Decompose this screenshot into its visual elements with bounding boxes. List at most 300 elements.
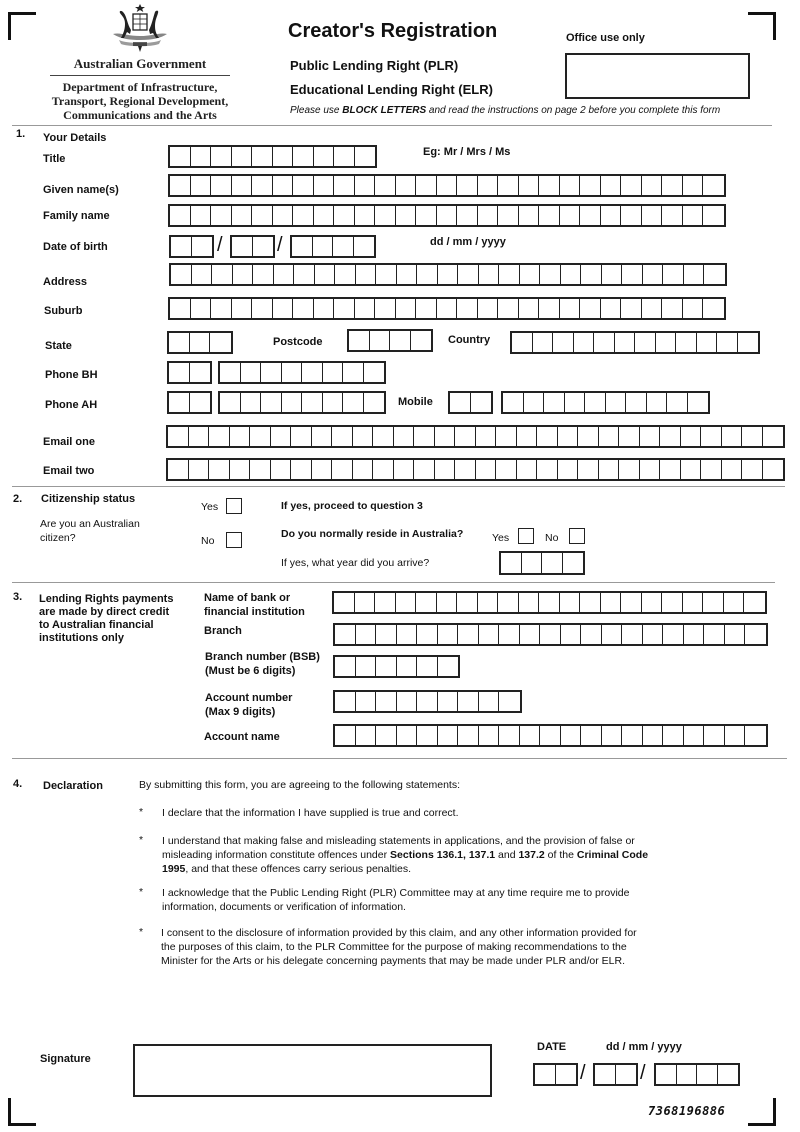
char-cell[interactable] xyxy=(355,593,376,612)
char-cell[interactable] xyxy=(517,460,538,479)
char-cell[interactable] xyxy=(742,427,763,446)
char-cell[interactable] xyxy=(681,427,702,446)
account-name-input[interactable] xyxy=(333,724,768,747)
char-cell[interactable] xyxy=(561,625,582,644)
char-cell[interactable] xyxy=(647,393,668,412)
char-cell[interactable] xyxy=(211,299,232,318)
char-cell[interactable] xyxy=(533,333,554,352)
char-cell[interactable] xyxy=(635,333,656,352)
char-cell[interactable] xyxy=(169,333,190,352)
char-cell[interactable] xyxy=(688,393,709,412)
char-cell[interactable] xyxy=(539,299,560,318)
char-cell[interactable] xyxy=(479,265,500,284)
char-cell[interactable] xyxy=(417,726,438,745)
char-cell[interactable] xyxy=(211,147,232,166)
char-cell[interactable] xyxy=(370,331,391,350)
char-cell[interactable] xyxy=(376,692,397,711)
char-cell[interactable] xyxy=(314,299,335,318)
char-cell[interactable] xyxy=(230,460,251,479)
char-cell[interactable] xyxy=(355,206,376,225)
char-cell[interactable] xyxy=(364,363,385,382)
char-cell[interactable] xyxy=(498,299,519,318)
char-cell[interactable] xyxy=(220,393,241,412)
char-cell[interactable] xyxy=(314,206,335,225)
char-cell[interactable] xyxy=(560,206,581,225)
char-cell[interactable] xyxy=(334,176,355,195)
char-cell[interactable] xyxy=(622,265,643,284)
char-cell[interactable] xyxy=(335,692,356,711)
char-cell[interactable] xyxy=(560,593,581,612)
char-cell[interactable] xyxy=(745,726,766,745)
char-cell[interactable] xyxy=(437,176,458,195)
char-cell[interactable] xyxy=(498,206,519,225)
char-cell[interactable] xyxy=(375,593,396,612)
char-cell[interactable] xyxy=(640,460,661,479)
char-cell[interactable] xyxy=(643,726,664,745)
char-cell[interactable] xyxy=(663,625,684,644)
char-cell[interactable] xyxy=(621,299,642,318)
char-cell[interactable] xyxy=(334,593,355,612)
char-cell[interactable] xyxy=(416,299,437,318)
char-cell[interactable] xyxy=(189,460,210,479)
char-cell[interactable] xyxy=(683,176,704,195)
char-cell[interactable] xyxy=(478,299,499,318)
char-cell[interactable] xyxy=(642,593,663,612)
char-cell[interactable] xyxy=(724,593,745,612)
dob-month-input[interactable] xyxy=(230,235,275,258)
char-cell[interactable] xyxy=(662,593,683,612)
char-cell[interactable] xyxy=(606,393,627,412)
char-cell[interactable] xyxy=(375,299,396,318)
char-cell[interactable] xyxy=(581,625,602,644)
char-cell[interactable] xyxy=(581,726,602,745)
char-cell[interactable] xyxy=(335,625,356,644)
char-cell[interactable] xyxy=(302,393,323,412)
char-cell[interactable] xyxy=(558,427,579,446)
char-cell[interactable] xyxy=(578,427,599,446)
char-cell[interactable] xyxy=(417,265,438,284)
char-cell[interactable] xyxy=(373,427,394,446)
char-cell[interactable] xyxy=(478,176,499,195)
char-cell[interactable] xyxy=(438,692,459,711)
email-two-input[interactable] xyxy=(166,458,785,481)
char-cell[interactable] xyxy=(601,299,622,318)
char-cell[interactable] xyxy=(271,460,292,479)
char-cell[interactable] xyxy=(209,460,230,479)
char-cell[interactable] xyxy=(349,331,370,350)
char-cell[interactable] xyxy=(643,625,664,644)
char-cell[interactable] xyxy=(273,176,294,195)
char-cell[interactable] xyxy=(241,393,262,412)
char-cell[interactable] xyxy=(282,363,303,382)
char-cell[interactable] xyxy=(220,363,241,382)
char-cell[interactable] xyxy=(479,726,500,745)
phone-bh-area-input[interactable] xyxy=(167,361,212,384)
given-names-input[interactable] xyxy=(168,174,726,197)
char-cell[interactable] xyxy=(332,460,353,479)
char-cell[interactable] xyxy=(416,176,437,195)
char-cell[interactable] xyxy=(561,726,582,745)
char-cell[interactable] xyxy=(718,1065,739,1084)
postcode-input[interactable] xyxy=(347,329,433,352)
char-cell[interactable] xyxy=(725,625,746,644)
char-cell[interactable] xyxy=(565,393,586,412)
char-cell[interactable] xyxy=(170,147,191,166)
char-cell[interactable] xyxy=(763,460,784,479)
char-cell[interactable] xyxy=(323,393,344,412)
char-cell[interactable] xyxy=(335,265,356,284)
char-cell[interactable] xyxy=(334,206,355,225)
char-cell[interactable] xyxy=(376,265,397,284)
char-cell[interactable] xyxy=(704,726,725,745)
char-cell[interactable] xyxy=(540,625,561,644)
char-cell[interactable] xyxy=(334,147,355,166)
address-input[interactable] xyxy=(169,263,727,286)
char-cell[interactable] xyxy=(261,393,282,412)
arrival-year-input[interactable] xyxy=(499,551,585,575)
char-cell[interactable] xyxy=(684,265,705,284)
char-cell[interactable] xyxy=(273,147,294,166)
citizen-no-checkbox[interactable] xyxy=(226,532,242,548)
char-cell[interactable] xyxy=(353,460,374,479)
char-cell[interactable] xyxy=(519,206,540,225)
char-cell[interactable] xyxy=(524,393,545,412)
sign-date-month-input[interactable] xyxy=(593,1063,638,1086)
char-cell[interactable] xyxy=(293,147,314,166)
char-cell[interactable] xyxy=(615,333,636,352)
char-cell[interactable] xyxy=(273,299,294,318)
char-cell[interactable] xyxy=(416,593,437,612)
char-cell[interactable] xyxy=(601,206,622,225)
char-cell[interactable] xyxy=(542,553,563,573)
char-cell[interactable] xyxy=(704,265,725,284)
char-cell[interactable] xyxy=(252,206,273,225)
char-cell[interactable] xyxy=(354,237,375,256)
char-cell[interactable] xyxy=(619,460,640,479)
char-cell[interactable] xyxy=(602,265,623,284)
char-cell[interactable] xyxy=(578,460,599,479)
char-cell[interactable] xyxy=(594,333,615,352)
char-cell[interactable] xyxy=(209,427,230,446)
char-cell[interactable] xyxy=(293,206,314,225)
char-cell[interactable] xyxy=(704,625,725,644)
char-cell[interactable] xyxy=(621,593,642,612)
char-cell[interactable] xyxy=(660,460,681,479)
char-cell[interactable] xyxy=(353,427,374,446)
char-cell[interactable] xyxy=(660,427,681,446)
char-cell[interactable] xyxy=(241,363,262,382)
char-cell[interactable] xyxy=(397,265,418,284)
char-cell[interactable] xyxy=(169,363,190,382)
char-cell[interactable] xyxy=(312,460,333,479)
char-cell[interactable] xyxy=(537,427,558,446)
char-cell[interactable] xyxy=(191,176,212,195)
char-cell[interactable] xyxy=(312,427,333,446)
signature-field[interactable] xyxy=(133,1044,492,1097)
char-cell[interactable] xyxy=(250,460,271,479)
char-cell[interactable] xyxy=(499,726,520,745)
char-cell[interactable] xyxy=(722,460,743,479)
char-cell[interactable] xyxy=(512,333,533,352)
char-cell[interactable] xyxy=(343,363,364,382)
char-cell[interactable] xyxy=(601,176,622,195)
bank-name-input[interactable] xyxy=(332,591,767,614)
char-cell[interactable] xyxy=(411,331,432,350)
char-cell[interactable] xyxy=(211,176,232,195)
char-cell[interactable] xyxy=(232,237,253,256)
char-cell[interactable] xyxy=(294,265,315,284)
char-cell[interactable] xyxy=(458,265,479,284)
char-cell[interactable] xyxy=(417,625,438,644)
char-cell[interactable] xyxy=(580,176,601,195)
char-cell[interactable] xyxy=(191,147,212,166)
char-cell[interactable] xyxy=(373,460,394,479)
char-cell[interactable] xyxy=(356,265,377,284)
char-cell[interactable] xyxy=(356,657,377,676)
char-cell[interactable] xyxy=(496,460,517,479)
char-cell[interactable] xyxy=(539,176,560,195)
char-cell[interactable] xyxy=(438,265,459,284)
char-cell[interactable] xyxy=(457,299,478,318)
char-cell[interactable] xyxy=(684,625,705,644)
char-cell[interactable] xyxy=(396,176,417,195)
char-cell[interactable] xyxy=(271,427,292,446)
char-cell[interactable] xyxy=(558,460,579,479)
char-cell[interactable] xyxy=(642,176,663,195)
char-cell[interactable] xyxy=(458,692,479,711)
char-cell[interactable] xyxy=(676,333,697,352)
char-cell[interactable] xyxy=(356,692,377,711)
char-cell[interactable] xyxy=(250,427,271,446)
char-cell[interactable] xyxy=(356,726,377,745)
char-cell[interactable] xyxy=(292,237,313,256)
char-cell[interactable] xyxy=(642,206,663,225)
char-cell[interactable] xyxy=(539,593,560,612)
char-cell[interactable] xyxy=(478,206,499,225)
char-cell[interactable] xyxy=(458,625,479,644)
char-cell[interactable] xyxy=(169,393,190,412)
dob-year-input[interactable] xyxy=(290,235,376,258)
char-cell[interactable] xyxy=(520,625,541,644)
char-cell[interactable] xyxy=(435,427,456,446)
char-cell[interactable] xyxy=(662,176,683,195)
char-cell[interactable] xyxy=(302,363,323,382)
char-cell[interactable] xyxy=(580,299,601,318)
char-cell[interactable] xyxy=(457,176,478,195)
char-cell[interactable] xyxy=(455,427,476,446)
char-cell[interactable] xyxy=(417,692,438,711)
char-cell[interactable] xyxy=(745,625,766,644)
char-cell[interactable] xyxy=(313,237,334,256)
char-cell[interactable] xyxy=(332,427,353,446)
char-cell[interactable] xyxy=(437,299,458,318)
char-cell[interactable] xyxy=(232,299,253,318)
char-cell[interactable] xyxy=(725,726,746,745)
char-cell[interactable] xyxy=(335,726,356,745)
char-cell[interactable] xyxy=(375,176,396,195)
char-cell[interactable] xyxy=(553,333,574,352)
char-cell[interactable] xyxy=(210,333,231,352)
char-cell[interactable] xyxy=(701,460,722,479)
char-cell[interactable] xyxy=(520,265,541,284)
char-cell[interactable] xyxy=(602,726,623,745)
char-cell[interactable] xyxy=(561,265,582,284)
char-cell[interactable] xyxy=(356,625,377,644)
char-cell[interactable] xyxy=(335,657,356,676)
char-cell[interactable] xyxy=(438,726,459,745)
char-cell[interactable] xyxy=(519,593,540,612)
branch-input[interactable] xyxy=(333,623,768,646)
char-cell[interactable] xyxy=(261,363,282,382)
char-cell[interactable] xyxy=(476,427,497,446)
char-cell[interactable] xyxy=(662,206,683,225)
char-cell[interactable] xyxy=(703,176,724,195)
char-cell[interactable] xyxy=(585,393,606,412)
char-cell[interactable] xyxy=(291,427,312,446)
char-cell[interactable] xyxy=(397,726,418,745)
char-cell[interactable] xyxy=(364,393,385,412)
char-cell[interactable] xyxy=(616,1065,637,1084)
char-cell[interactable] xyxy=(355,299,376,318)
char-cell[interactable] xyxy=(291,460,312,479)
sign-date-day-input[interactable] xyxy=(533,1063,578,1086)
char-cell[interactable] xyxy=(697,1065,718,1084)
char-cell[interactable] xyxy=(535,1065,556,1084)
char-cell[interactable] xyxy=(738,333,759,352)
char-cell[interactable] xyxy=(499,692,520,711)
email-one-input[interactable] xyxy=(166,425,785,448)
char-cell[interactable] xyxy=(471,393,492,412)
char-cell[interactable] xyxy=(293,176,314,195)
char-cell[interactable] xyxy=(212,265,233,284)
char-cell[interactable] xyxy=(274,265,295,284)
char-cell[interactable] xyxy=(560,299,581,318)
char-cell[interactable] xyxy=(191,299,212,318)
reside-yes-checkbox[interactable] xyxy=(518,528,534,544)
char-cell[interactable] xyxy=(560,176,581,195)
mobile-number-input[interactable] xyxy=(501,391,710,414)
char-cell[interactable] xyxy=(293,299,314,318)
char-cell[interactable] xyxy=(498,593,519,612)
char-cell[interactable] xyxy=(334,299,355,318)
char-cell[interactable] xyxy=(667,393,688,412)
char-cell[interactable] xyxy=(170,176,191,195)
char-cell[interactable] xyxy=(455,460,476,479)
char-cell[interactable] xyxy=(438,657,459,676)
char-cell[interactable] xyxy=(499,265,520,284)
char-cell[interactable] xyxy=(396,593,417,612)
char-cell[interactable] xyxy=(601,593,622,612)
char-cell[interactable] xyxy=(253,237,274,256)
char-cell[interactable] xyxy=(581,265,602,284)
char-cell[interactable] xyxy=(314,176,335,195)
char-cell[interactable] xyxy=(499,625,520,644)
char-cell[interactable] xyxy=(683,206,704,225)
char-cell[interactable] xyxy=(397,657,418,676)
char-cell[interactable] xyxy=(621,176,642,195)
char-cell[interactable] xyxy=(520,726,541,745)
char-cell[interactable] xyxy=(323,363,344,382)
account-number-input[interactable] xyxy=(333,690,522,713)
char-cell[interactable] xyxy=(396,206,417,225)
char-cell[interactable] xyxy=(656,333,677,352)
char-cell[interactable] xyxy=(602,625,623,644)
char-cell[interactable] xyxy=(232,176,253,195)
char-cell[interactable] xyxy=(701,427,722,446)
char-cell[interactable] xyxy=(438,625,459,644)
char-cell[interactable] xyxy=(170,299,191,318)
char-cell[interactable] xyxy=(375,206,396,225)
char-cell[interactable] xyxy=(315,265,336,284)
char-cell[interactable] xyxy=(390,331,411,350)
char-cell[interactable] xyxy=(458,726,479,745)
char-cell[interactable] xyxy=(233,265,254,284)
char-cell[interactable] xyxy=(394,427,415,446)
char-cell[interactable] xyxy=(232,206,253,225)
char-cell[interactable] xyxy=(190,393,211,412)
char-cell[interactable] xyxy=(252,147,273,166)
char-cell[interactable] xyxy=(376,657,397,676)
char-cell[interactable] xyxy=(376,625,397,644)
dob-day-input[interactable] xyxy=(169,235,214,258)
family-name-input[interactable] xyxy=(168,204,726,227)
char-cell[interactable] xyxy=(763,427,784,446)
char-cell[interactable] xyxy=(684,726,705,745)
char-cell[interactable] xyxy=(171,237,192,256)
char-cell[interactable] xyxy=(282,393,303,412)
char-cell[interactable] xyxy=(397,692,418,711)
char-cell[interactable] xyxy=(376,726,397,745)
char-cell[interactable] xyxy=(457,206,478,225)
char-cell[interactable] xyxy=(211,206,232,225)
char-cell[interactable] xyxy=(703,299,724,318)
char-cell[interactable] xyxy=(394,460,415,479)
char-cell[interactable] xyxy=(170,206,191,225)
char-cell[interactable] xyxy=(414,427,435,446)
phone-bh-number-input[interactable] xyxy=(218,361,386,384)
char-cell[interactable] xyxy=(574,333,595,352)
char-cell[interactable] xyxy=(703,593,724,612)
char-cell[interactable] xyxy=(540,265,561,284)
char-cell[interactable] xyxy=(595,1065,616,1084)
citizen-yes-checkbox[interactable] xyxy=(226,498,242,514)
char-cell[interactable] xyxy=(414,460,435,479)
char-cell[interactable] xyxy=(663,265,684,284)
phone-ah-area-input[interactable] xyxy=(167,391,212,414)
reside-no-checkbox[interactable] xyxy=(569,528,585,544)
char-cell[interactable] xyxy=(640,427,661,446)
char-cell[interactable] xyxy=(563,553,584,573)
char-cell[interactable] xyxy=(663,726,684,745)
char-cell[interactable] xyxy=(355,147,376,166)
char-cell[interactable] xyxy=(580,206,601,225)
char-cell[interactable] xyxy=(191,206,212,225)
char-cell[interactable] xyxy=(168,460,189,479)
char-cell[interactable] xyxy=(544,393,565,412)
char-cell[interactable] xyxy=(519,299,540,318)
char-cell[interactable] xyxy=(580,593,601,612)
char-cell[interactable] xyxy=(416,206,437,225)
char-cell[interactable] xyxy=(190,333,211,352)
title-input[interactable] xyxy=(168,145,377,168)
char-cell[interactable] xyxy=(540,726,561,745)
char-cell[interactable] xyxy=(417,657,438,676)
phone-ah-number-input[interactable] xyxy=(218,391,386,414)
char-cell[interactable] xyxy=(599,427,620,446)
char-cell[interactable] xyxy=(643,265,664,284)
char-cell[interactable] xyxy=(703,206,724,225)
char-cell[interactable] xyxy=(519,176,540,195)
